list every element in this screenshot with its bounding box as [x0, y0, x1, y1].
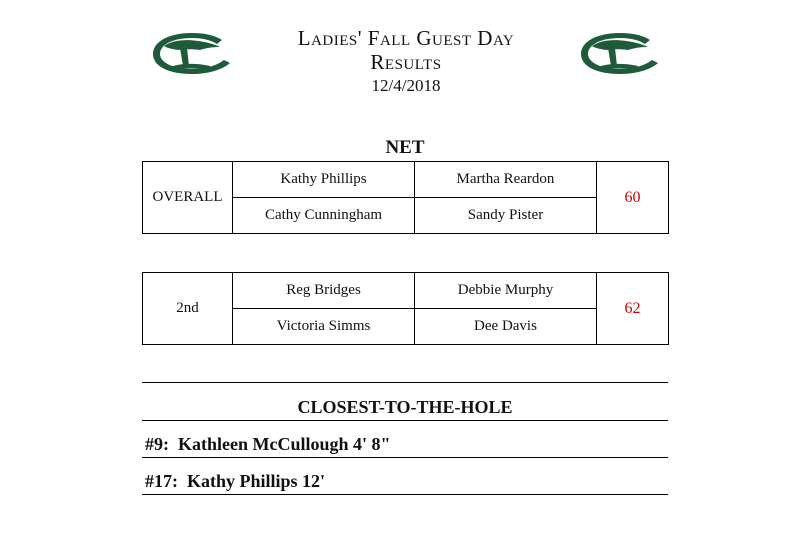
results-table-second	[142, 272, 669, 345]
title-line-1: Ladies' Fall Guest Day	[297, 26, 515, 50]
player-name: Cathy Cunningham	[233, 198, 415, 234]
team-score: 60	[597, 162, 669, 234]
flight-label: OVERALL	[143, 162, 233, 234]
closest-to-hole-heading: CLOSEST-TO-THE-HOLE	[297, 397, 513, 417]
divider	[142, 420, 668, 421]
club-tree-logo-icon	[150, 30, 234, 76]
player-name: Reg Bridges	[233, 273, 415, 309]
team-score: 62	[597, 273, 669, 345]
closest-to-hole-entry: #17: Kathy Phillips 12'	[145, 471, 326, 491]
player-name: Martha Reardon	[415, 162, 597, 198]
player-name: Victoria Simms	[233, 309, 415, 345]
divider	[142, 457, 668, 458]
event-date: 12/4/2018	[371, 76, 441, 95]
title-line-2: Results	[370, 50, 442, 74]
table-row	[143, 162, 669, 198]
table-row	[143, 273, 669, 309]
player-name: Dee Davis	[415, 309, 597, 345]
closest-to-hole-entry: #9: Kathleen McCullough 4' 8"	[145, 434, 391, 454]
player-name: Kathy Phillips	[233, 162, 415, 198]
results-table-overall	[142, 161, 669, 234]
net-heading: NET	[385, 137, 425, 158]
page-title	[250, 26, 562, 98]
divider	[142, 494, 668, 495]
flight-label: 2nd	[143, 273, 233, 345]
divider	[142, 382, 668, 383]
player-name: Sandy Pister	[415, 198, 597, 234]
club-tree-logo-icon	[578, 30, 662, 76]
player-name: Debbie Murphy	[415, 273, 597, 309]
